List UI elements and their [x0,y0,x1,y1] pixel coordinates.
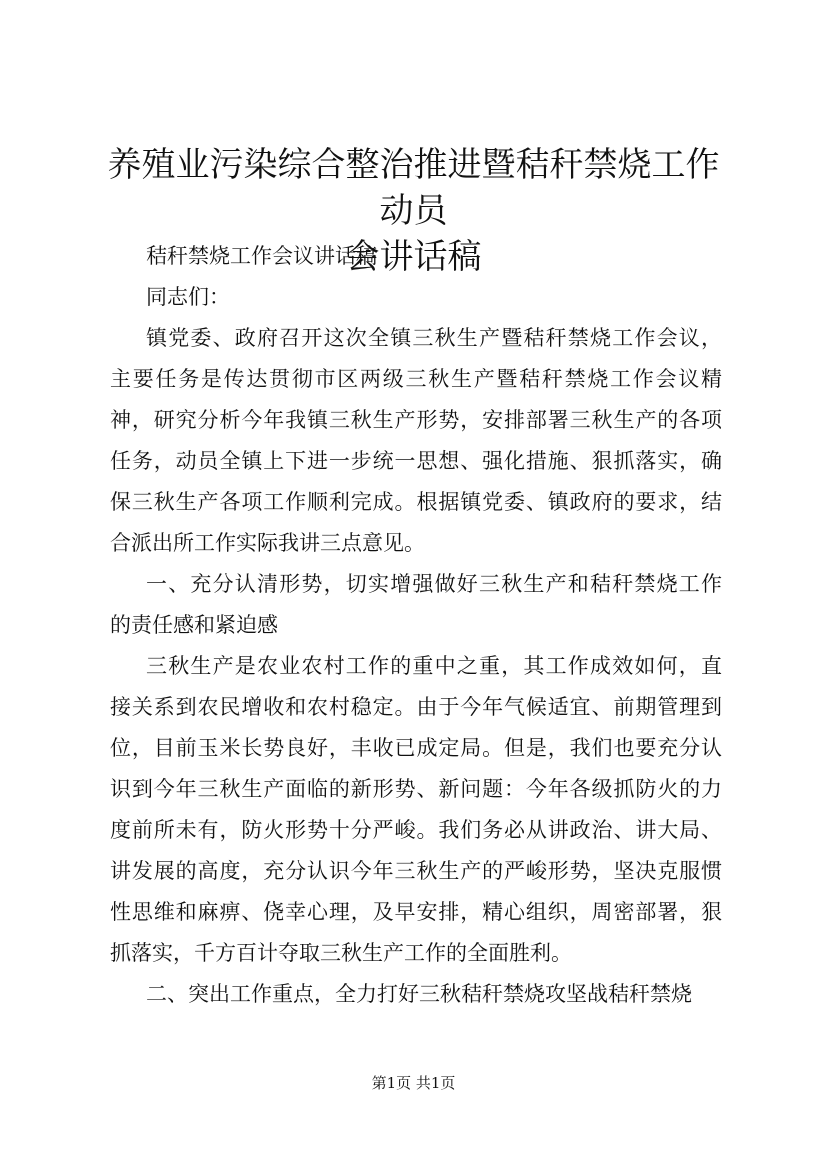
paragraph [110,564,722,646]
title-line: 会讲话稿 [345,237,482,277]
text-line: 的责任感和紧迫感 [110,613,278,637]
text-line: 三秋生产是农业农村工作的重中之重，其工作成效如何，直 [146,654,722,678]
text-line: 主要任务是传达贯彻市区两级三秋生产暨秸秆禁烧工作会议精 [110,367,722,391]
text-line: 合派出所工作实际我讲三点意见。 [110,531,425,555]
paragraph [110,974,722,1015]
text-line: 一、充分认清形势，切实增强做好三秋生产和秸秆禁烧工作 [146,572,722,596]
text-line: 抓落实，千方百计夺取三秋生产工作的全面胜利。 [110,941,572,965]
text-line: 保三秋生产各项工作顺利完成。根据镇党委、镇政府的要求，结 [110,490,722,514]
text-line: 度前所未有，防火形势十分严峻。我们务必从讲政治、讲大局、 [110,818,722,842]
paragraph [110,236,722,277]
title-line: 养殖业污染综合整治推进暨秸秆禁烧工作动员 [107,145,720,231]
text-line: 讲发展的高度，充分认识今年三秋生产的严峻形势，坚决克服惯 [110,859,722,883]
text-line: 性思维和麻痹、侥幸心理，及早安排，精心组织，周密部署，狠 [110,900,722,924]
page-footer: 第1页 共1页 [371,1074,456,1092]
text-line: 二、突出工作重点，全力打好三秋秸秆禁烧攻坚战秸秆禁烧 [146,982,692,1006]
text-line: 位，目前玉米长势良好，丰收已成定局。但是，我们也要充分认 [110,736,722,760]
text-line: 接关系到农民增收和农村稳定。由于今年气候适宜、前期管理到 [110,695,722,719]
paragraph [110,277,722,318]
text-line: 秸秆禁烧工作会议讲话稿 [146,244,377,268]
paragraph [110,318,722,564]
text-line: 任务，动员全镇上下进一步统一思想、强化措施、狠抓落实，确 [110,449,722,473]
paragraph [110,646,722,974]
text-line: 神，研究分析今年我镇三秋生产形势，安排部署三秋生产的各项 [110,408,722,432]
text-line: 镇党委、政府召开这次全镇三秋生产暨秸秆禁烧工作会议， [146,326,722,350]
text-line: 同志们： [146,285,230,309]
document-body [110,236,722,1015]
text-line: 识到今年三秋生产面临的新形势、新问题：今年各级抓防火的力 [110,777,722,801]
